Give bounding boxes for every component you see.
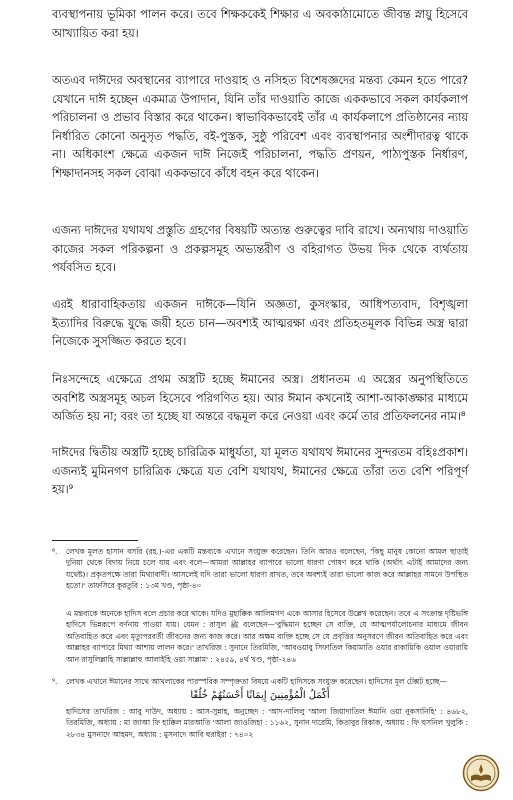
footnote-text: হাদিসের তাখরিজ : আবু দাউদ, অধ্যায় : আস-সুন্নাহ, অনুচ্ছেদ : 'আদ-দালিলু 'আলা জিয়াদাতিল ঈমানি ওয়া নুকসানিহি' : ৪৬৮২, তিরমিজি, অধ্যায় : মা জাআ ফি হাক্কিল মারআতি 'আলা জাওজিহা : ১১৬২, সুনান দারেমি, কিতাবুর রিকাক, অধ্যায় : ফি হুসনিল খুলুকি : ২৮৩৪ মুসনাদে আহমদ, অধ্যায় : মুসনাদে আবি হুরাইরা : ৭৪০২ bbox=[66, 707, 468, 739]
publisher-book-emblem-icon bbox=[462, 754, 500, 792]
paragraph-6: দাঈদের দ্বিতীয় অস্ত্রটি হচ্ছে চারিত্রিক মাধুর্যতা, যা মূলত যথাযথ ঈমানের সুন্দরতম বহিঃপ্রকাশ। এজন্যই মুমিনগণ চারিত্রিক ক্ষেত্রে যত বেশি যথাযথ, ঈমানের ক্ষেত্রে তাঁরা তত বেশি পরিপূর্ণ হয়।⁹ bbox=[52, 446, 468, 497]
footnote-1 bbox=[52, 546, 468, 592]
footnote-marker: ⁹. bbox=[52, 677, 58, 686]
footnote-2 bbox=[52, 676, 468, 687]
paragraph-3: এজন্য দাঈদের যথাযথ প্রস্তুতি গ্রহণের বিষয়টি অত্যন্ত গুরুত্বের দাবি রাখে। অন্যথায় দাওয়াতি কাজের সকল পরিকল্পনা ও প্রকল্পসমূহ অভ্যন্তরীণ ও বহিরাগত উভয় দিক থেকে ব্যর্থতায় পর্যবসিত হবে। bbox=[52, 224, 468, 275]
footnote-text: লেখক মূলত হাসান বসরি (রহ.)-এর একটি মন্তব্যকে এখানে সংযুক্ত করেছেন। তিনি আরও বলেছেন, 'কিছু মানুষ কোনো আমল ছাড়াই দুনিয়া থেকে বিদায় নিয়ে চলে যায় এবং বলে—আমরা আল্লাহর ব্যাপারে ভালো ধারণা পোষণ করে থাকি (অর্থাৎ এটাই আমাদের জন্য যথেষ্ট)। প্রকৃতপক্ষে তারা মিথ্যাবাদী। আসলেই যদি তারা ভালো ধারণা রাখত, তবে অবশ্যই তারা ভালো কাজ করে আল্লাহর সামনে উপস্থিত হতো।' তাফসিরে কুরতুবি : ১৩ম খণ্ড, পৃষ্ঠা-৪০ bbox=[66, 547, 468, 591]
paragraph-1: ব্যবস্থাপনায় ভূমিকা পালন করে। তবে শিক্ষককেই শিক্ষার এ অবকাঠামোতে জীবন্ত স্নায়ু হিসেবে আখ্যায়িত করা হয়। bbox=[52, 8, 468, 40]
paragraph-4: এরই ধারাবাহিকতায় একজন দাঈকে—যিনি অজ্ঞতা, কুসংস্কার, আধিপত্যবাদ, বিশৃঙ্খলা ইত্যাদির বিরুদ্ধে যুদ্ধে জয়ী হতে চান—অবশ্যই আত্মরক্ষা এবং প্রতিহতমূলক বিভিন্ন অস্ত্র দ্বারা নিজেকে সুসজ্জিত করতে হবে। bbox=[52, 298, 468, 349]
footnote-text: লেখক এখানে ঈমানের সাথে আখলাকের পারস্পরিক সম্পৃক্ততা বিষয়ে একটি হাদিসকে সংযুক্ত করেছেন। হাদিসের মূল টেক্সট হচ্ছে— bbox=[66, 677, 447, 686]
footnote-text: এ মন্তব্যকে অনেকে হাদিস বলে প্রচার করে থাকে। যদিও মুহাক্কিক আলিমগণ একে আসার হিসেবে উল্লেখ করেছেন। তবে এ সংক্রান্ত দৃষ্টিভঙ্গি হাদিসে ভিন্নরূপে বর্ণনায় পাওয়া যায়। যেমন : রাসুল ﷺ বলেছেন—'বুদ্ধিমান হচ্ছেন সে ব্যক্তি, যে আত্মপর্যালোচনার মাধ্যমে জীবন অতিবাহিত করে এবং মৃত্যুপরবর্তী জীবনের জন্য কাজ করে। আর অক্ষম ব্যক্তি হচ্ছে সে যে প্রবৃত্তির অনুসরণে জীবন অতিবাহিত করে এবং আল্লাহর ব্যাপারে মিথ্যা আশায় লালন করে।' তাখরিজ : সুনানে তিরমিজি, 'আবওয়াবু সিফাতিল কিয়ামাতি ওয়ার রাকায়িকি ওয়াল ওয়ারায়ি আন রাসুলিল্লাহি সাল্লাল্লাহু আলাইহি ওয়া সাল্লাম' : ২৪৫৯, ৪র্থ খণ্ড, পৃষ্ঠা-২৪৬ bbox=[66, 609, 468, 664]
arabic-hadith-text: أَكْمَلُ الْمُؤْمِنِينَ إِيمَانًا أَحْسَنُهُمْ خُلُقًا bbox=[190, 690, 330, 701]
footnote-marker: ⁸. bbox=[52, 547, 58, 556]
footnote-2-reference bbox=[52, 706, 468, 740]
footnote-divider bbox=[52, 540, 138, 541]
paragraph-5: নিঃসন্দেহে এক্ষেত্রে প্রথম অস্ত্রটি হচ্ছে ঈমানের অস্ত্র। প্রধানতম এ অস্ত্রের অনুপস্থিতিতে অবশিষ্ট অস্ত্রসমূহ অচল হিসেবে পরিগণিত হয়। আর ঈমান কখনোই আশা-আকাঙ্ক্ষার মাধ্যমে অর্জিত হয় না; বরং তা হচ্ছে যা অন্তরে বদ্ধমূল করে নেওয়া এবং কর্মে তার প্রতিফলনের নাম।⁸ bbox=[52, 373, 468, 424]
paragraph-2: অতএব দাঈদের অবস্থানের ব্যাপারে দাওয়াহ ও নসিহত বিশেষজ্ঞদের মন্তব্য কেমন হতে পারে? যেখানে দাঈ হচ্ছেন একমাত্র উপাদান, যিনি তাঁর দাওয়াতি কাজে এককভাবে সকল কার্যকলাপ পরিচালনা ও প্রভাব বিস্তার করে থাকেন। স্বাভাবিকভাবেই তাঁর এ কার্যকলাপে প্রতিষ্ঠানের ন্যায় নির্ধারিত কোনো অনুসৃত পদ্ধতি, বই-পুস্তক, সুষ্ঠু পরিবেশ এবং ব্যবস্থাপনার অংশীদারত্ব থাকে না। অধিকাংশ ক্ষেত্রে একজন দাঈ নিজেই পরিচালনা, পদ্ধতি প্রণয়ন, পাঠ্যপুস্তক নির্ধারণ, শিক্ষাদানসহ সকল বোঝা এককভাবে কাঁধে বহন করে থাকেন। bbox=[52, 74, 468, 180]
footnote-1-continued bbox=[52, 608, 468, 665]
